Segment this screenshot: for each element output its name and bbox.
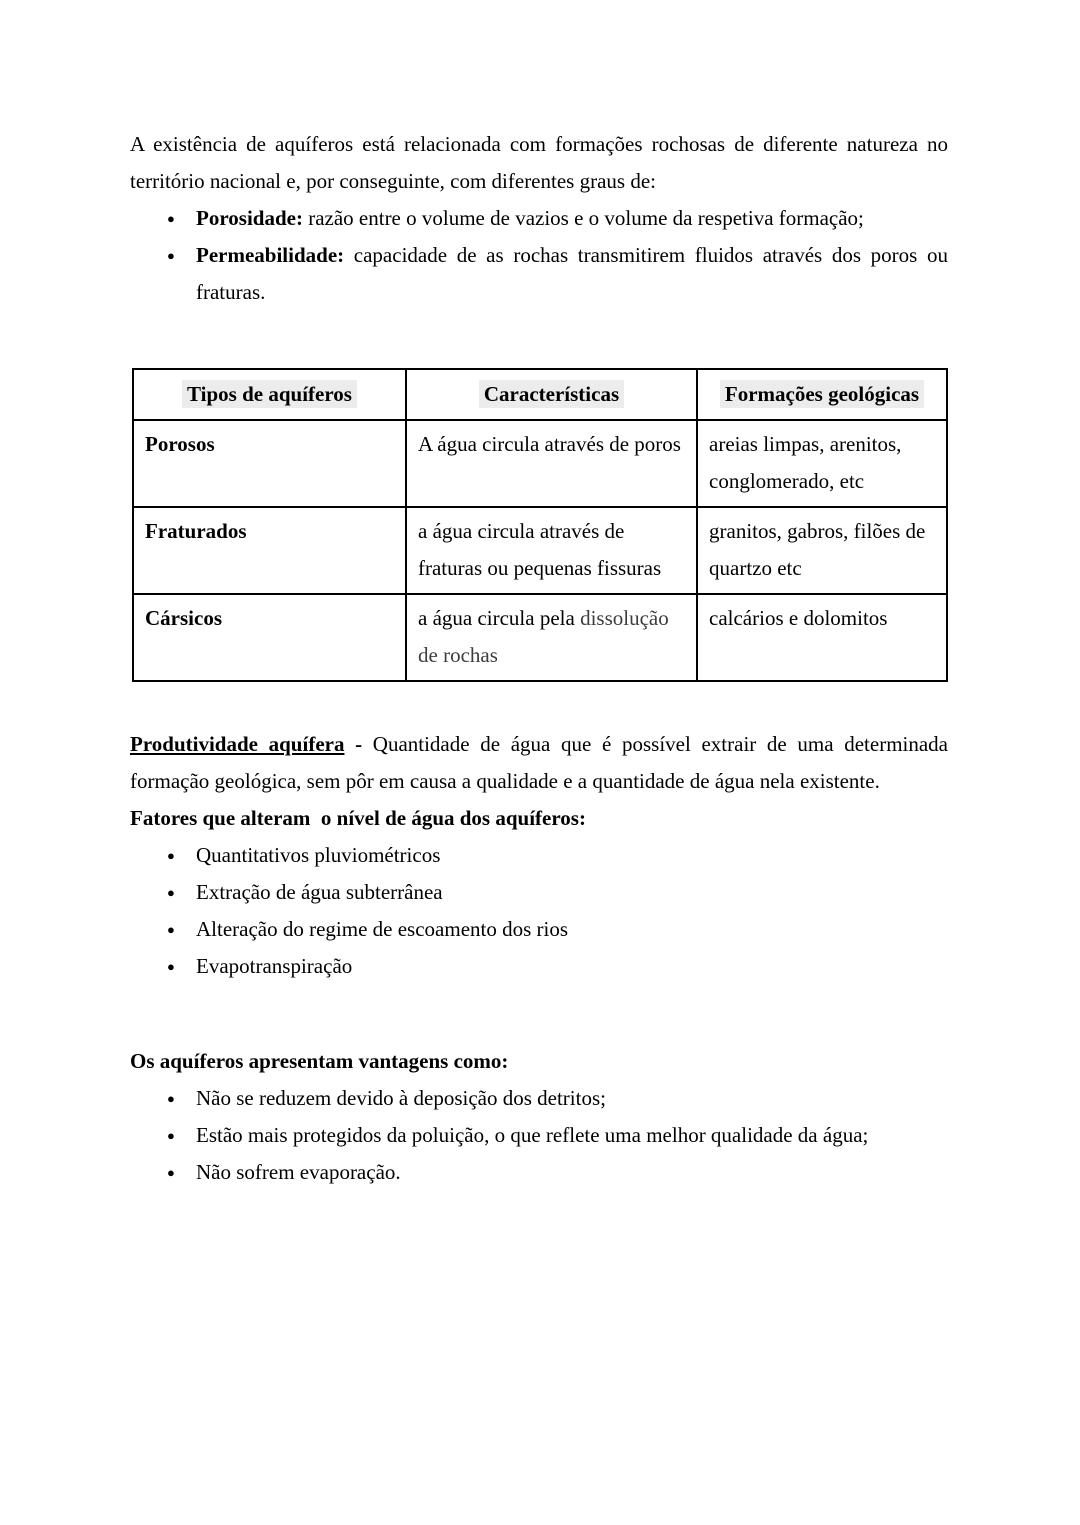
cell-characteristics: A água circula através de poros <box>406 420 697 507</box>
aquifer-types-table <box>132 368 948 682</box>
list-item <box>196 837 948 874</box>
header-cell-caracteristicas <box>406 369 697 420</box>
list-item-porosidade <box>196 200 948 237</box>
header-highlight: Formações geológicas <box>720 380 924 408</box>
list-item <box>196 1117 948 1154</box>
term-label: Porosidade: <box>196 206 303 230</box>
intro-paragraph: A existência de aquíferos está relacionada com formações rochosas de diferente natureza no território nacional e, por conseguinte, com diferentes graus de: <box>130 132 948 193</box>
cell-type: Cársicos <box>133 594 406 681</box>
characteristics-text: a água circula pela <box>418 606 581 630</box>
productivity-term: Produtividade aquífera <box>130 732 345 756</box>
factors-heading: Fatores que alteram o nível de água dos aquíferos: <box>130 806 586 830</box>
factor-text: Alteração do regime de escoamento dos rios <box>196 917 569 941</box>
list-item-permeabilidade <box>196 237 948 311</box>
properties-list <box>130 200 948 311</box>
cell-type: Fraturados <box>133 507 406 594</box>
table-row <box>133 507 947 594</box>
cell-formations: granitos, gabros, filões de quartzo etc <box>697 507 947 594</box>
table-row <box>133 594 947 681</box>
advantages-list <box>130 1080 948 1191</box>
cell-formations: calcários e dolomitos <box>697 594 947 681</box>
term-definition: capacidade de as rochas transmitirem fluidos através dos poros ou fraturas. <box>196 243 948 304</box>
list-item <box>196 948 948 985</box>
list-item <box>196 1154 948 1191</box>
cell-type: Porosos <box>133 420 406 507</box>
advantage-text: Estão mais protegidos da poluição, o que reflete uma melhor qualidade da água; <box>196 1123 869 1147</box>
list-item <box>196 874 948 911</box>
cell-characteristics: a água circula através de fraturas ou pequenas fissuras <box>406 507 697 594</box>
term-label: Permeabilidade: <box>196 243 345 267</box>
productivity-definition: Quantidade de água que é possível extrair de uma determinada formação geológica, sem pôr em causa a qualidade e a quantidade de água nela existente. <box>130 732 948 793</box>
factors-list <box>130 837 948 985</box>
table-row <box>133 420 947 507</box>
table-header-row <box>133 369 947 420</box>
separator-dash: - <box>344 732 373 756</box>
header-highlight: Tipos de aquíferos <box>182 380 357 408</box>
advantage-text: Não se reduzem devido à deposição dos detritos; <box>196 1086 606 1110</box>
cell-characteristics <box>406 594 697 681</box>
list-item <box>196 1080 948 1117</box>
factor-text: Extração de água subterrânea <box>196 880 443 904</box>
cell-formations: areias limpas, arenitos, conglomerado, etc <box>697 420 947 507</box>
term-definition: razão entre o volume de vazios e o volume da respetiva formação; <box>302 206 864 230</box>
document-content <box>130 126 948 1191</box>
productivity-paragraph <box>130 726 948 800</box>
factor-text: Evapotranspiração <box>196 954 353 978</box>
factor-text: Quantitativos pluviométricos <box>196 843 441 867</box>
header-cell-tipos <box>133 369 406 420</box>
header-cell-formacoes <box>697 369 947 420</box>
characteristics-text-gray: dissolução de rochas <box>418 606 669 667</box>
list-item <box>196 911 948 948</box>
header-highlight: Características <box>479 380 624 408</box>
advantage-text: Não sofrem evaporação. <box>196 1160 401 1184</box>
advantages-heading: Os aquíferos apresentam vantagens como: <box>130 1049 509 1073</box>
